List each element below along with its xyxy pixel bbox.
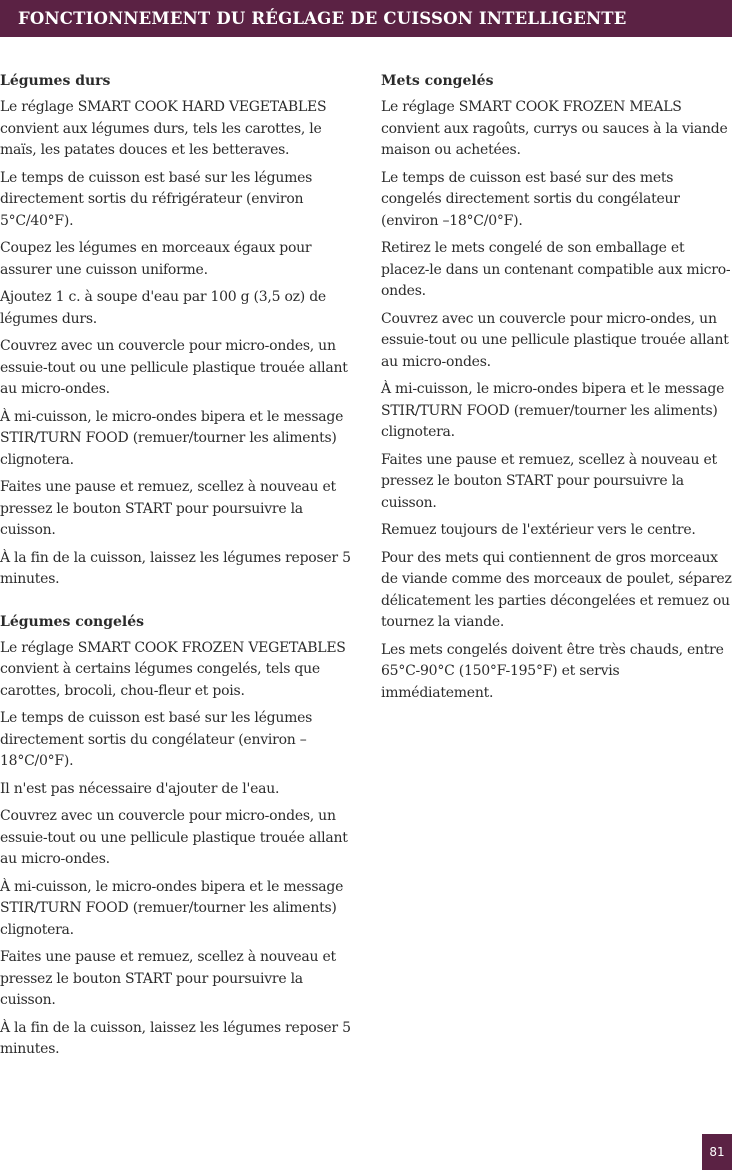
section-hard-vegetables — [0, 70, 352, 591]
paragraph: Faites une pause et remuez, scellez à nouveau et pressez le bouton START pour poursuivre la cuisson. — [0, 479, 336, 538]
paragraph: À la fin de la cuisson, laissez les légumes reposer 5 minutes. — [0, 1019, 351, 1057]
paragraph: Faites une pause et remuez, scellez à nouveau et pressez le bouton START pour poursuivre la cuisson. — [0, 949, 336, 1008]
paragraph: Remuez toujours de l'extérieur vers le centre. — [381, 522, 696, 538]
paragraph: À mi-cuisson, le micro-ondes bipera et le message STIR/TURN FOOD (remuer/tourner les aliments) clignotera. — [0, 878, 344, 938]
page-number-label: 81 — [709, 1145, 725, 1159]
paragraph: Le réglage SMART COOK FROZEN MEALS convient aux ragoûts, currys ou sauces à la viande maison ou achetées. — [381, 99, 728, 158]
paragraph: Coupez les légumes en morceaux égaux pour assurer une cuisson uniforme. — [0, 240, 312, 278]
page-title: FONCTIONNEMENT DU RÉGLAGE DE CUISSON INTELLIGENTE — [18, 9, 627, 28]
paragraph: Couvrez avec un couvercle pour micro-ondes, un essuie-tout ou une pellicule plastique trouée allant au micro-ondes. — [0, 338, 348, 397]
section-header-bar — [0, 0, 732, 37]
section-heading: Mets congelés — [381, 73, 494, 89]
section-heading: Légumes durs — [0, 73, 111, 89]
page-number — [702, 1134, 732, 1170]
paragraph: Le temps de cuisson est basé sur les légumes directement sortis du congélateur (environ –18°C/0°F). — [0, 710, 313, 769]
paragraph: À la fin de la cuisson, laissez les légumes reposer 5 minutes. — [0, 549, 351, 587]
paragraph: Le temps de cuisson est basé sur des mets congelés directement sortis du congélateur (environ –18°C/0°F). — [381, 169, 680, 229]
paragraph: Les mets congelés doivent être très chauds, entre 65°C-90°C (150°F-195°F) et servis immédiatement. — [381, 641, 724, 701]
paragraph: À mi-cuisson, le micro-ondes bipera et le message STIR/TURN FOOD (remuer/tourner les aliments) clignotera. — [381, 381, 725, 440]
paragraph: Il n'est pas nécessaire d'ajouter de l'eau. — [0, 780, 280, 797]
paragraph: À mi-cuisson, le micro-ondes bipera et le message STIR/TURN FOOD (remuer/tourner les aliments) clignotera. — [0, 408, 344, 468]
section-heading: Légumes congelés — [0, 613, 145, 630]
paragraph: Couvrez avec un couvercle pour micro-ondes, un essuie-tout ou une pellicule plastique trouée allant au micro-ondes. — [0, 808, 348, 867]
paragraph: Le réglage SMART COOK FROZEN VEGETABLES convient à certains légumes congelés, tels que carottes, brocoli, chou-fleur et pois. — [0, 639, 346, 699]
left-column — [0, 70, 352, 1067]
paragraph: Pour des mets qui contiennent de gros morceaux de viande comme des morceaux de poulet, séparez délicatement les parties décongelées et remuez ou tournez la viande. — [381, 549, 732, 630]
section-frozen-vegetables — [0, 611, 352, 1061]
paragraph: Faites une pause et remuez, scellez à nouveau et pressez le bouton START pour poursuivre la cuisson. — [381, 451, 717, 511]
section-frozen-meals — [381, 70, 732, 704]
paragraph: Couvrez avec un couvercle pour micro-ondes, un essuie-tout ou une pellicule plastique trouée allant au micro-ondes. — [381, 310, 729, 370]
paragraph: Le réglage SMART COOK HARD VEGETABLES convient aux légumes durs, tels les carottes, le maïs, les patates douces et les betteraves. — [0, 99, 327, 158]
right-column — [381, 70, 732, 710]
paragraph: Ajoutez 1 c. à soupe d'eau par 100 g (3,5 oz) de légumes durs. — [0, 289, 326, 327]
paragraph: Le temps de cuisson est basé sur les légumes directement sortis du réfrigérateur (environ 5°C/40°F). — [0, 169, 313, 229]
paragraph: Retirez le mets congelé de son emballage et placez-le dans un contenant compatible aux micro-ondes. — [381, 240, 731, 299]
